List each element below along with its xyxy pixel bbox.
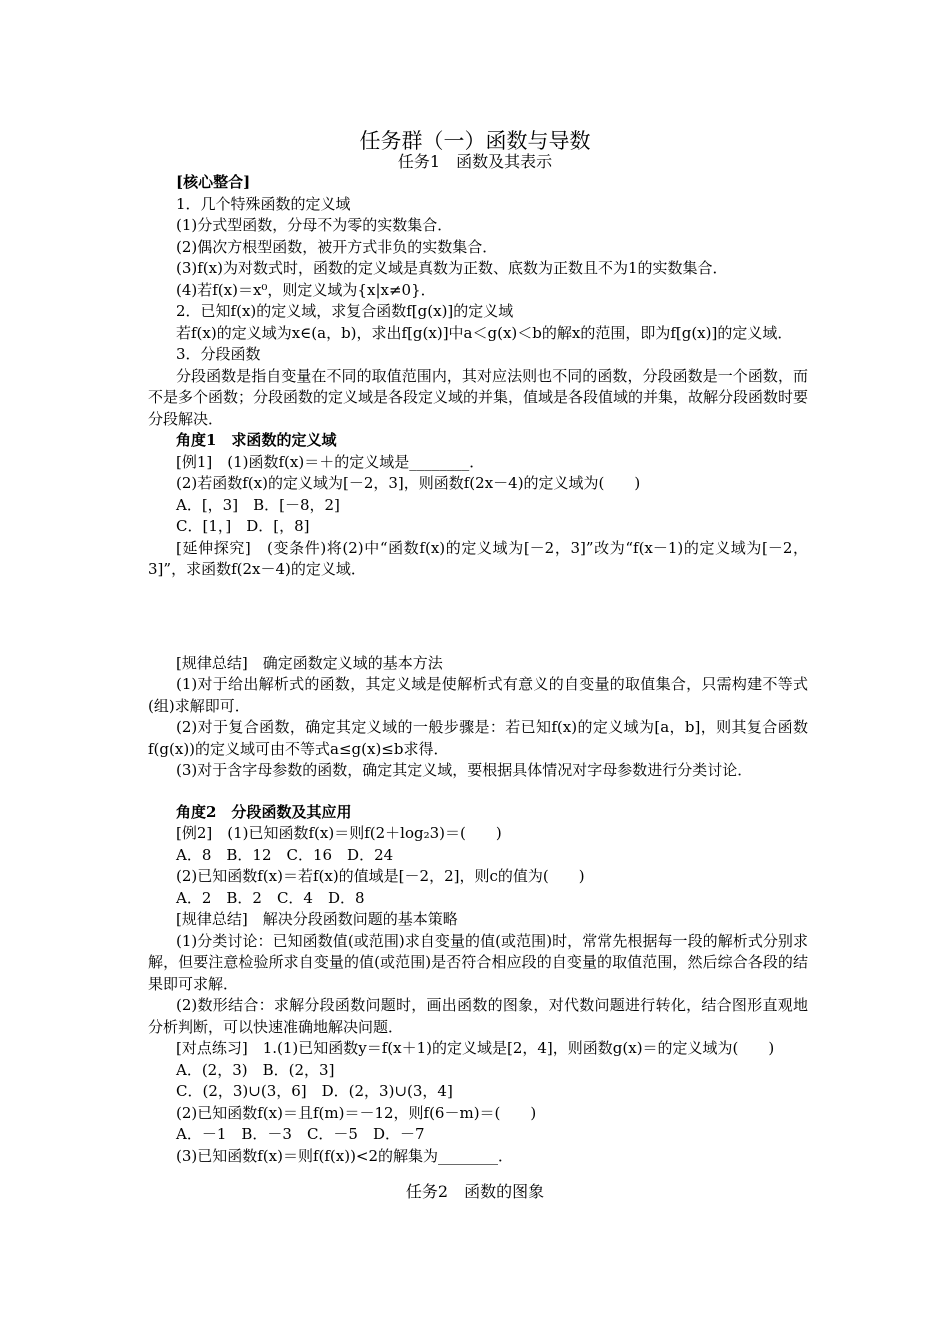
- example-2-options-1: A．8 B．12 C．16 D．24: [176, 845, 394, 864]
- example-2-part-1: [例2] (1)已知函数f(x)＝则f(2＋log₂3)＝( ): [176, 824, 502, 842]
- point-1-b: (2)偶次方根型函数，被开方式非负的实数集合．: [176, 237, 498, 256]
- example-1-part-1: [例1] (1)函数f(x)＝＋的定义域是________．: [176, 452, 485, 471]
- angle-2-heading: 角度2 分段函数及其应用: [176, 802, 352, 821]
- point-2-title: 2．已知f(x)的定义域，求复合函数f[g(x)]的定义域: [176, 302, 514, 320]
- example-2-part-2: (2)已知函数f(x)＝若f(x)的值域是[－2，2]，则c的值为( ): [176, 867, 585, 885]
- extension-question: [延伸探究] (变条件)将(2)中“函数f(x)的定义域为[－2，3]”改为“f(x－1)的定义域为[－2，3]”，求函数f(2x－4)的定义域．: [148, 538, 808, 578]
- point-3-title: 3．分段函数: [176, 345, 261, 363]
- practice-question-3: (3)已知函数f(x)＝则f(f(x))<2的解集为________．: [176, 1146, 514, 1165]
- example-1-options-2: C．[1，] D．[，8]: [176, 517, 310, 535]
- point-2-body: 若f(x)的定义域为x∈(a，b)，求出f[g(x)]中a＜g(x)＜b的解x的范围，即为f[g(x)]的定义域．: [176, 323, 793, 342]
- rule-summary-2-a: (1)分类讨论：已知函数值(或范围)求自变量的值(或范围)时，常常先根据每一段的解析式分别求解，但要注意检验所求自变量的值(或范围)是否符合相应段的自变量的取值范围，然后综合各段的结果即可求解．: [148, 931, 808, 993]
- angle-1-heading: 角度1 求函数的定义域: [176, 431, 337, 449]
- point-1-c: (3)f(x)为对数式时，函数的定义域是真数为正数、底数为正数且不为1的实数集合．: [176, 259, 728, 277]
- practice-options-1: A．(2，3) B．(2，3]: [176, 1060, 335, 1079]
- point-1-d: (4)若f(x)＝x⁰，则定义域为{x|x≠0}．: [176, 280, 436, 299]
- point-1-title: 1．几个特殊函数的定义域: [176, 194, 351, 213]
- rule-summary-2-b: (2)数形结合：求解分段函数问题时，画出函数的图象，对代数问题进行转化，结合图形直观地分析判断，可以快速准确地解决问题．: [148, 996, 808, 1036]
- page-title: 任务群（一）函数与导数: [359, 129, 591, 153]
- rule-summary-1-b: (2)对于复合函数，确定其定义域的一般步骤是：若已知f(x)的定义域为[a，b]，则其复合函数f(g(x))的定义域可由不等式a≤g(x)≤b求得．: [148, 718, 808, 758]
- practice-options-3: A．－1 B．－3 C．－5 D．－7: [176, 1125, 425, 1143]
- task-1-heading: 任务1 函数及其表示: [397, 152, 553, 171]
- practice-question-1: [对点练习] 1.(1)已知函数y＝f(x＋1)的定义域是[2，4]，则函数g(x)＝的定义域为( ): [176, 1039, 775, 1057]
- practice-question-2: (2)已知函数f(x)＝且f(m)＝－12，则f(6－m)＝( ): [176, 1103, 537, 1122]
- rule-summary-2-title: [规律总结] 解决分段函数问题的基本策略: [176, 910, 458, 928]
- core-heading: [核心整合]: [176, 173, 251, 191]
- rule-summary-1-title: [规律总结] 确定函数定义域的基本方法: [176, 653, 443, 672]
- example-1-options-1: A．[，3] B．[－8，2]: [176, 495, 340, 514]
- rule-summary-1-a: (1)对于给出解析式的函数，其定义域是使解析式有意义的自变量的取值集合，只需构建不等式(组)求解即可．: [148, 675, 808, 715]
- point-3-body: 分段函数是指自变量在不同的取值范围内，其对应法则也不同的函数，分段函数是一个函数，而不是多个函数；分段函数的定义域是各段定义域的并集，值域是各段值域的并集，故解分段函数时要分段解决．: [148, 366, 809, 428]
- example-2-options-2: A．2 B．2 C．4 D．8: [176, 888, 365, 907]
- practice-options-2: C．(2，3)∪(3，6] D．(2，3)∪(3，4]: [176, 1082, 453, 1100]
- rule-summary-1-c: (3)对于含字母参数的函数，确定其定义域，要根据具体情况对字母参数进行分类讨论．: [176, 761, 753, 779]
- document-body: [148, 172, 809, 1167]
- task-2-heading: 任务2 函数的图象: [405, 1182, 545, 1201]
- example-1-part-2: (2)若函数f(x)的定义域为[－2，3]，则函数f(2x－4)的定义域为( ): [176, 474, 641, 492]
- point-1-a: (1)分式型函数，分母不为零的实数集合．: [176, 216, 453, 234]
